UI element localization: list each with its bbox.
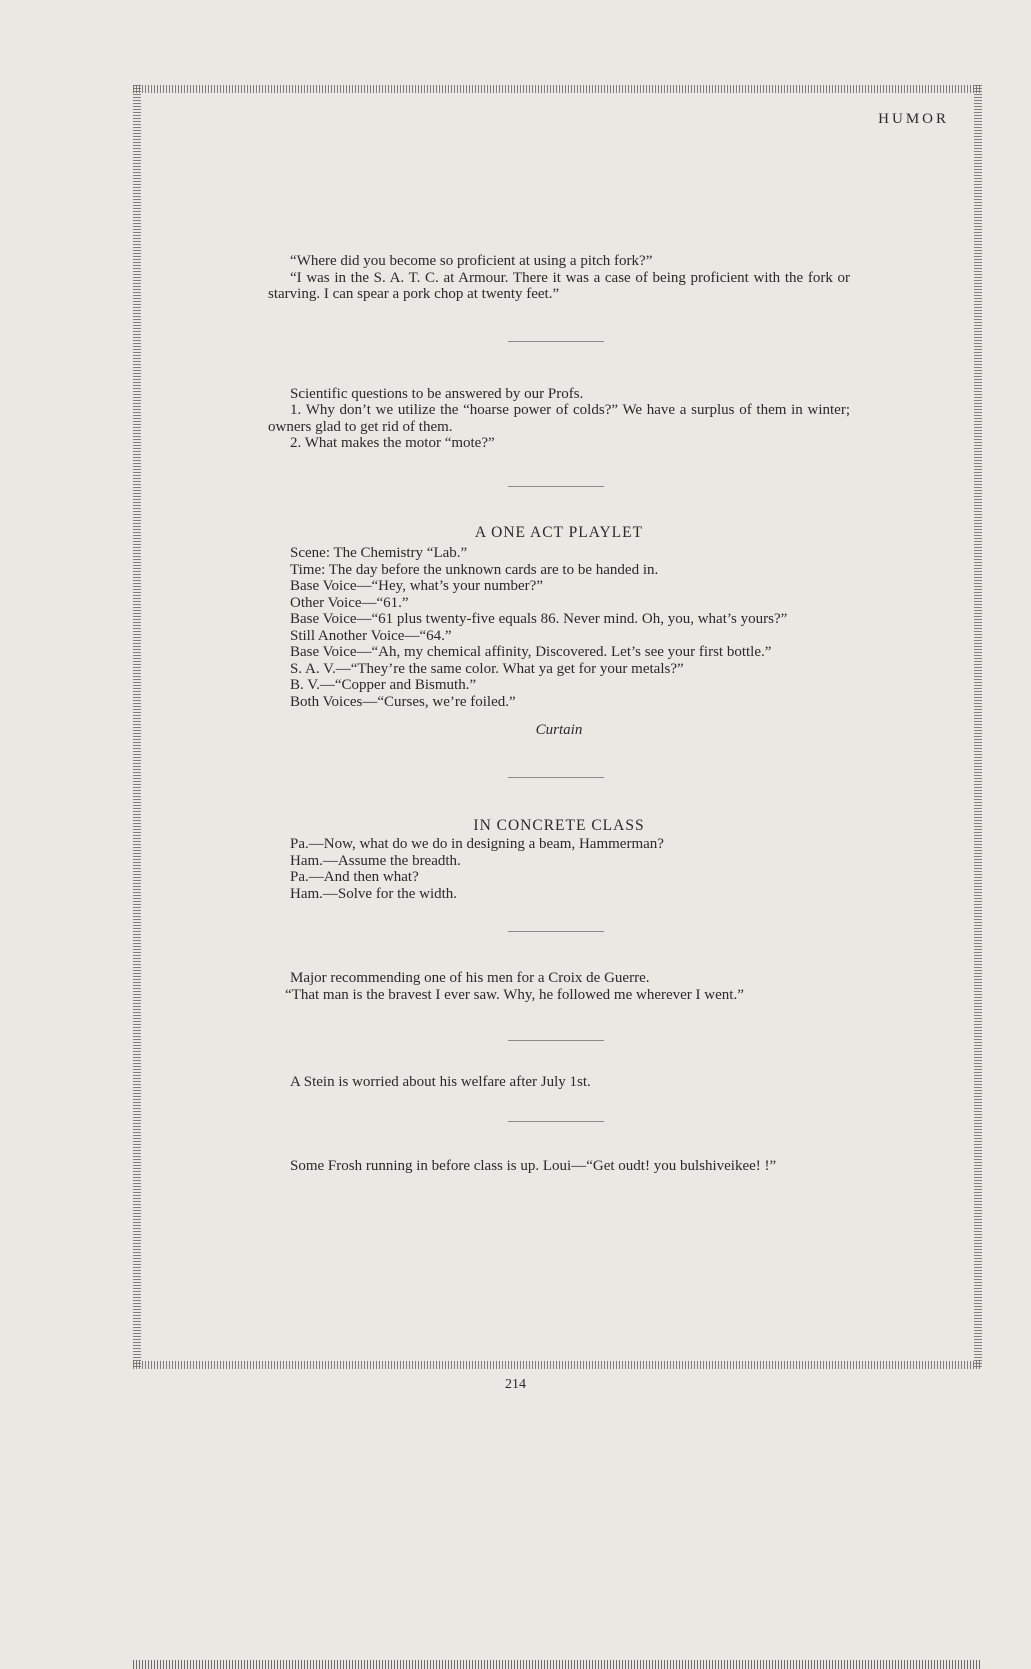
playlet-line: Time: The day before the unknown cards are to be handed in. [290,561,659,578]
concrete-title: IN CONCRETE CLASS [473,816,645,834]
footer-border [133,1361,982,1369]
joke2-q1: 1. Why don’t we utilize the “hoarse power of colds?” We have a surplus of them in winter; owners glad to get rid of them. [268,402,850,435]
section-header: HUMOR [878,111,949,127]
playlet-line: B. V.—“Copper and Bismuth.” [290,677,477,693]
joke2-intro: Scientific questions to be answered by our Profs. [290,385,584,402]
concrete-line: Ham.—Solve for the width. [290,885,458,902]
page-number: 214 [505,1377,526,1392]
playlet-line: Scene: The Chemistry “Lab.” [290,545,468,561]
joke1-question: “Where did you become so proficient at using a pitch fork?” [290,253,653,269]
joke5-quote: “That man is the bravest I ever saw. Why, he followed me wherever I went.” [285,986,744,1003]
playlet-line: Base Voice—“Ah, my chemical affinity, Discovered. Let’s see your first bottle.” [290,644,772,660]
playlet-line: Base Voice—“Hey, what’s your number?” [290,578,543,594]
concrete-line: Pa.—And then what? [290,869,419,885]
playlet-line: Base Voice—“61 plus twenty-five equals 86. Never mind. Oh, you, what’s yours?” [290,611,788,627]
concrete-line: Pa.—Now, what do we do in designing a beam, Hammerman? [290,836,664,852]
joke2-q2: 2. What makes the motor “mote?” [290,435,495,451]
playlet-line: Other Voice—“61.” [290,594,409,611]
right-border [974,85,982,1369]
top-border [133,85,982,93]
left-border [133,85,141,1369]
concrete-line: Ham.—Assume the breadth. [290,852,461,869]
page-content [268,253,850,1174]
playlet-curtain: Curtain [535,722,583,738]
joke6-text: A Stein is worried about his welfare after July 1st. [290,1074,591,1090]
playlet-line: S. A. V.—“They’re the same color. What ya get for your metals?” [290,660,684,677]
playlet-line: Still Another Voice—“64.” [290,627,452,644]
bottom-border-visible [133,1661,982,1669]
playlet-title: A ONE ACT PLAYLET [474,523,644,541]
joke7-text: Some Frosh running in before class is up. Loui—“Get oudt! you bulshiveikee! !” [290,1157,777,1174]
joke1-answer: “I was in the S. A. T. C. at Armour. There it was a case of being proficient with the fork or starving. I can spear a pork chop at twenty feet.” [268,269,850,302]
playlet-line: Both Voices—“Curses, we’re foiled.” [290,693,516,710]
joke5-intro: Major recommending one of his men for a Croix de Guerre. [290,970,650,986]
